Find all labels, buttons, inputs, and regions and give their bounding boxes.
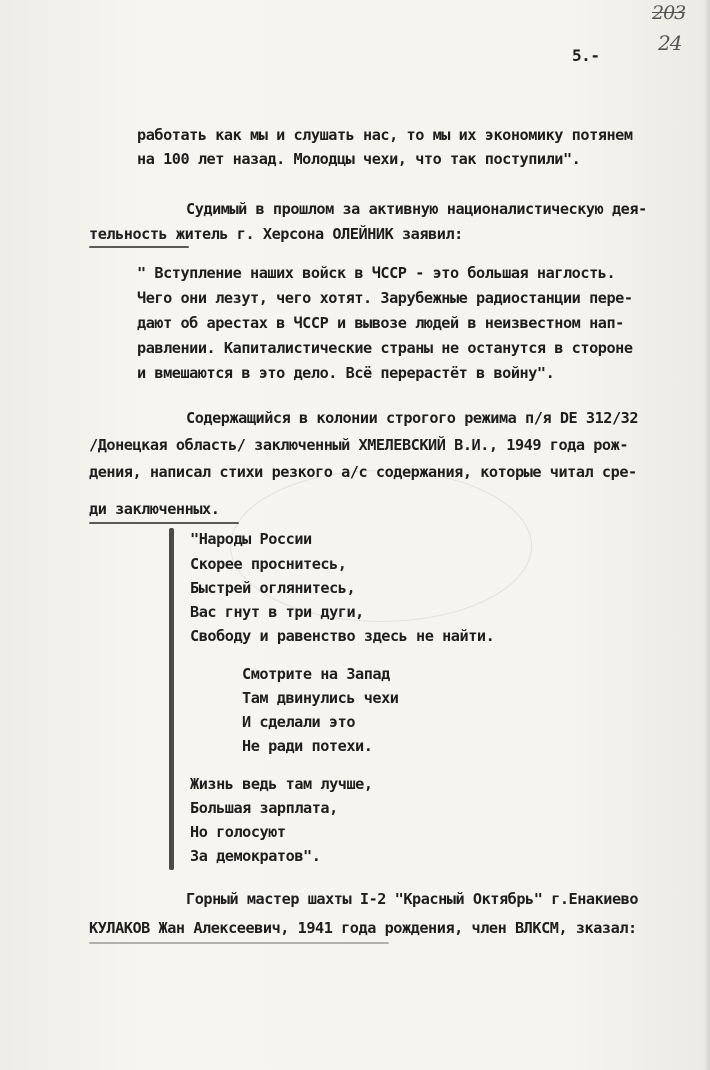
text-line: Судимый в прошлом за активную националистическую дея-	[186, 200, 647, 218]
poem-line: Смотрите на Запад	[242, 665, 390, 683]
pencil-underline	[89, 942, 389, 944]
poem-line: Но голосуют	[190, 823, 286, 841]
text-line: " Вступление наших войск в ЧССР - это большая наглость.	[137, 264, 616, 282]
pencil-underline	[89, 246, 189, 248]
page-number: 5.-	[572, 46, 600, 65]
text-line: КУЛАКОВ Жан Алексеевич, 1941 года рождения, член ВЛКСМ, зказал:	[89, 919, 637, 937]
text-line: на 100 лет назад. Молодцы чехи, что так поступили".	[137, 150, 581, 168]
text-line: ди заключенных.	[89, 500, 220, 518]
pencil-underline	[89, 522, 239, 524]
poem-line: Свободу и равенство здесь не найти.	[190, 627, 495, 645]
poem-line: За демократов".	[190, 847, 321, 865]
text-line: и вмешаются в это дело. Всё перерастёт в войну".	[137, 364, 555, 382]
archive-number: 24	[658, 31, 682, 55]
text-line: дения, написал стихи резкого а/с содержания, которые читал сре-	[89, 463, 637, 481]
page-edge-shadow	[704, 0, 710, 1070]
poem-line: "Народы России	[190, 530, 312, 548]
text-line: равлении. Капиталистические страны не останутся в стороне	[137, 339, 633, 357]
margin-bracket	[169, 528, 174, 870]
text-line: Горный мастер шахты I-2 "Красный Октябрь" г.Енакиево	[186, 890, 639, 908]
text-line: работать как мы и слушать нас, то мы их экономику потянем	[137, 126, 633, 144]
poem-line: И сделали это	[242, 713, 356, 731]
archive-number-struck: 203	[652, 2, 686, 24]
poem-line: Не ради потехи.	[242, 737, 373, 755]
poem-line: Там двинулись чехи	[242, 689, 399, 707]
text-line: /Донецкая область/ заключенный ХМЕЛЕВСКИЙ В.И., 1949 года рож-	[89, 436, 629, 454]
poem-line: Жизнь ведь там лучше,	[190, 775, 373, 793]
text-line: дают об арестах в ЧССР и вывозе людей в неизвестном нап-	[137, 314, 624, 332]
text-line: Содержащийся в колонии строгого режима п/я DE 312/32	[186, 409, 639, 427]
text-line: тельность житель г. Херсона ОЛЕЙНИК заявил:	[89, 225, 463, 243]
poem-line: Скорее проснитесь,	[190, 555, 347, 573]
poem-line: Быстрей оглянитесь,	[190, 579, 356, 597]
text-line: Чего они лезут, чего хотят. Зарубежные радиостанции пере-	[137, 289, 633, 307]
poem-line: Вас гнут в три дуги,	[190, 603, 364, 621]
poem-line: Большая зарплата,	[190, 799, 338, 817]
